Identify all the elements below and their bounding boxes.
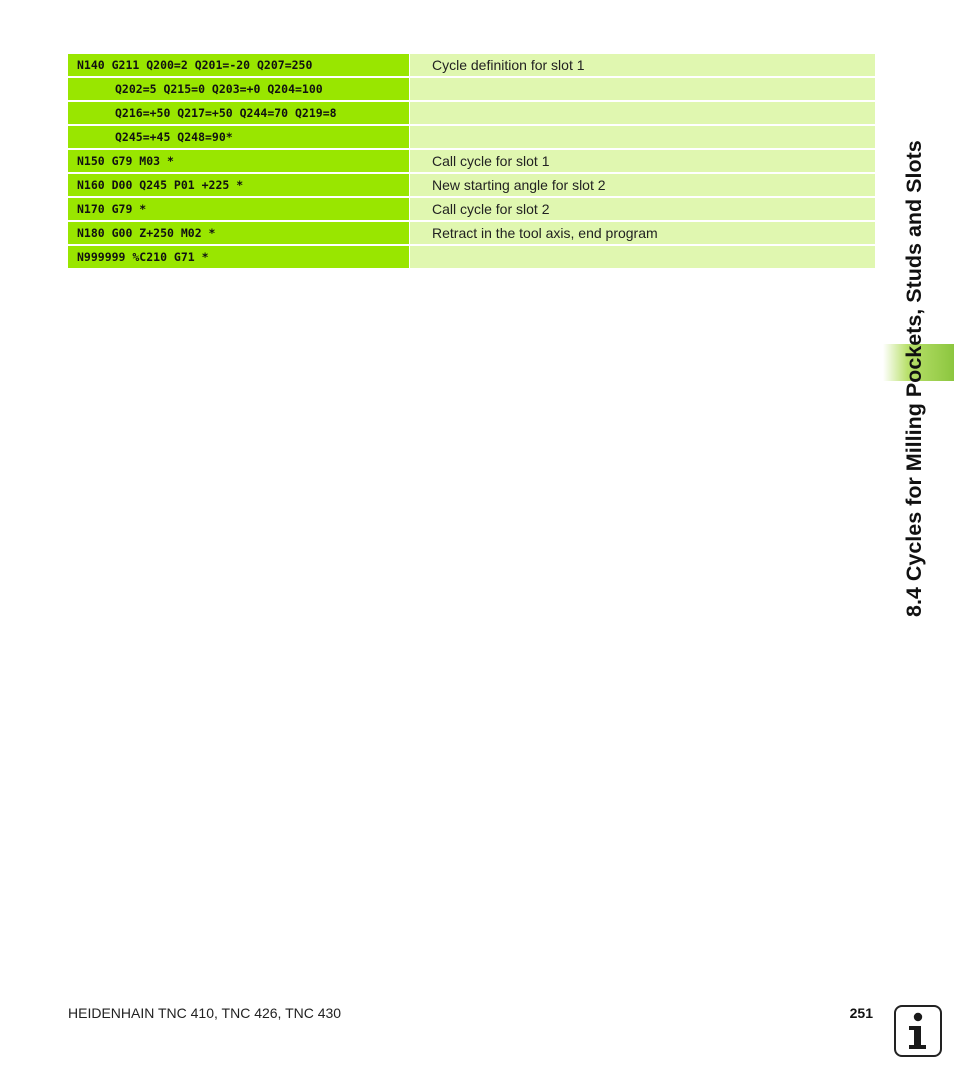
nc-comment	[410, 126, 875, 148]
nc-comment: Call cycle for slot 2	[410, 198, 875, 220]
nc-code: N170 G79 *	[68, 198, 409, 220]
nc-code: Q245=+45 Q248=90*	[68, 126, 409, 148]
nc-comment	[410, 78, 875, 100]
program-row	[68, 174, 875, 196]
nc-comment: New starting angle for slot 2	[410, 174, 875, 196]
nc-code: N160 D00 Q245 P01 +225 *	[68, 174, 409, 196]
program-row	[68, 78, 875, 100]
program-row	[68, 126, 875, 148]
section-title: 8.4 Cycles for Milling Pockets, Studs and Slots	[902, 140, 926, 617]
program-row	[68, 102, 875, 124]
info-icon	[894, 1005, 942, 1057]
nc-comment: Call cycle for slot 1	[410, 150, 875, 172]
program-row	[68, 198, 875, 220]
nc-code: N180 G00 Z+250 M02 *	[68, 222, 409, 244]
program-row	[68, 150, 875, 172]
page-number: 251	[849, 1005, 873, 1021]
nc-comment	[410, 246, 875, 268]
nc-code: Q202=5 Q215=0 Q203=+0 Q204=100	[68, 78, 409, 100]
program-row	[68, 222, 875, 244]
program-row	[68, 54, 875, 76]
nc-code: N150 G79 M03 *	[68, 150, 409, 172]
program-row	[68, 246, 875, 268]
info-glyph	[896, 1007, 939, 1054]
nc-code: N999999 %C210 G71 *	[68, 246, 409, 268]
nc-comment: Retract in the tool axis, end program	[410, 222, 875, 244]
nc-comment	[410, 102, 875, 124]
nc-comment: Cycle definition for slot 1	[410, 54, 875, 76]
nc-code: Q216=+50 Q217=+50 Q244=70 Q219=8	[68, 102, 409, 124]
manual-name: HEIDENHAIN TNC 410, TNC 426, TNC 430	[68, 1005, 342, 1021]
program-table	[68, 54, 875, 270]
nc-code: N140 G211 Q200=2 Q201=-20 Q207=250	[68, 54, 409, 76]
